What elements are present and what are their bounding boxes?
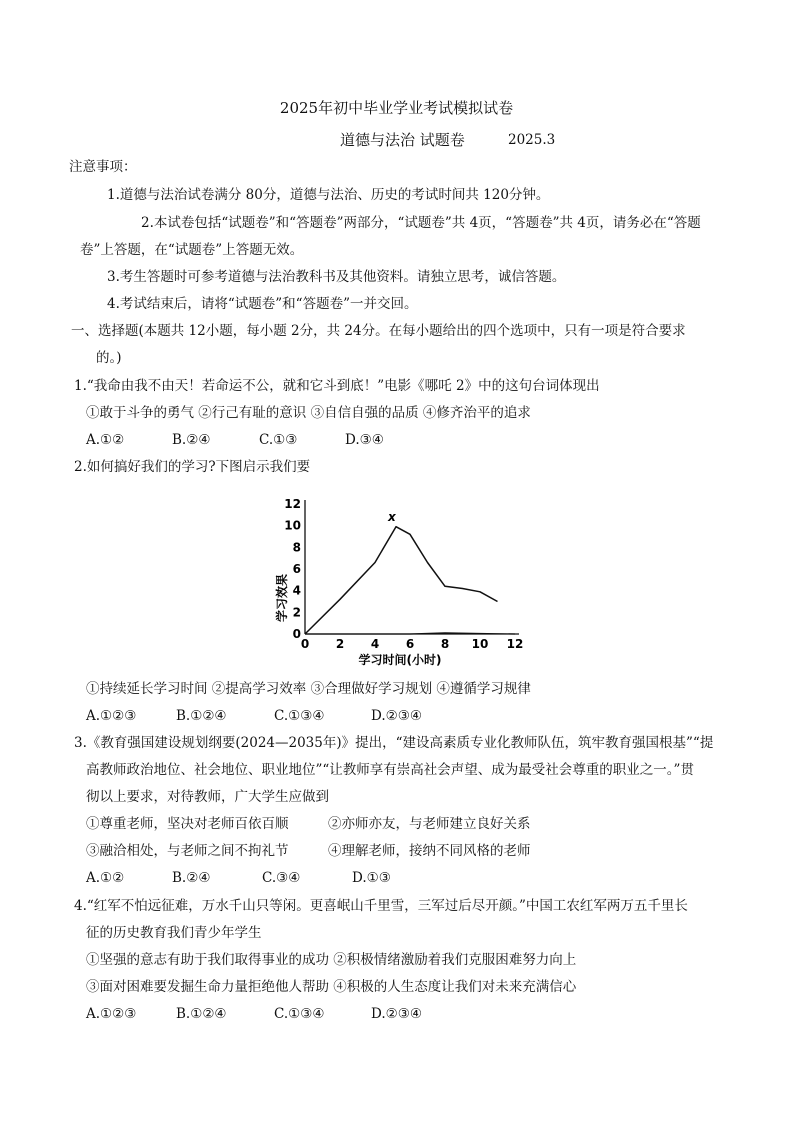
exam-subtitle: 道德与法治 试题卷 [340, 131, 465, 149]
option-b: B.②④ [172, 432, 211, 448]
option-d: D.②③④ [371, 708, 422, 724]
section-heading: 一、选择题(本题共 12小题，每小题 2分，共 24分。在每小题给出的四个选项中，只有一项是符合要求 [71, 323, 686, 339]
option-b: B.①②④ [176, 708, 227, 724]
statement-4: ④理解老师，接纳不同风格的老师 [328, 843, 531, 859]
question-stem: 3.《教育强国建设规划纲要(2024—2035年)》提出，“建设高素质专业化教师队伍，筑牢教育强国根基”“提 [74, 735, 714, 751]
y-axis-label: 学习效果 [275, 573, 289, 623]
question-stem: 4.“红军不怕远征难，万水千山只等闲。更喜岷山千里雪，三军过后尽开颜。”中国工农红军两万五千里长 [74, 898, 688, 914]
option-d: D.②③④ [371, 1006, 422, 1022]
question-stem-cont: 高教师政治地位、社会地位、职业地位”“让教师享有崇高社会声望、成为最受社会尊重的职业之一。”贯 [86, 762, 694, 778]
notice-item: 2.本试卷包括“试题卷”和“答题卷”两部分，“试题卷”共 4页，“答题卷”共 4页，请务必在“答题 [141, 215, 701, 231]
x-axis-label: 学习时间(小时) [358, 653, 442, 667]
notice-item: 卷”上答题，在“试题卷”上答题无效。 [80, 242, 304, 258]
question-stem-cont: 征的历史教育我们青少年学生 [86, 925, 262, 941]
option-b: B.①②④ [176, 1006, 227, 1022]
exam-date: 2025.3 [508, 132, 556, 148]
notice-item: 1.道德与法治试卷满分 80分，道德与法治、历史的考试时间共 120分钟。 [107, 187, 550, 203]
statement-1-2: ①坚强的意志有助于我们取得事业的成功 ②积极情绪激励着我们克服困难努力向上 [86, 952, 577, 968]
notice-item: 3.考生答题时可参考道德与法治教科书及其他资料。请独立思考，诚信答题。 [107, 269, 566, 285]
option-c: C.①③④ [274, 708, 325, 724]
y-tick-label: 10 [284, 518, 301, 533]
y-tick-label: 12 [284, 497, 301, 511]
notice-heading: 注意事项： [69, 159, 137, 175]
option-c: C.①③ [259, 432, 298, 448]
y-tick-label: 6 [292, 562, 301, 576]
option-b: B.②④ [172, 870, 211, 886]
question-stem: 1.“我命由我不由天！若命运不公，就和它斗到底！”电影《哪吒 2》中的这句台词体现出 [74, 378, 600, 394]
option-a: A.①② [86, 432, 125, 448]
statement-1: ①尊重老师，坚决对老师百依百顺 [86, 816, 289, 832]
chart-annotation: x [388, 510, 396, 524]
y-tick-label: 4 [292, 583, 301, 598]
option-c: C.③④ [262, 870, 301, 886]
question-statements: ①敢于斗争的勇气 ②行己有耻的意识 ③自信自强的品质 ④修齐治平的追求 [86, 405, 531, 421]
y-tick-label: 2 [292, 605, 301, 620]
x-tick-label: 8 [440, 637, 450, 651]
x-tick-label: 2 [335, 637, 345, 651]
x-tick-label: 0 [300, 637, 310, 651]
question-stem: 2.如何搞好我们的学习?下图启示我们要 [74, 459, 311, 475]
x-tick-label: 12 [506, 637, 524, 651]
y-tick-label: 8 [292, 540, 301, 555]
y-tick-label: 0 [292, 627, 301, 641]
question-statements: ①持续延长学习时间 ②提高学习效率 ③合理做好学习规划 ④遵循学习规律 [86, 681, 531, 697]
x-tick-label: 4 [370, 637, 380, 651]
option-d: D.③④ [345, 432, 384, 448]
learning-effect-chart [265, 490, 535, 675]
question-stem-cont: 彻以上要求，对待教师，广大学生应做到 [86, 789, 329, 805]
series-line [305, 633, 515, 634]
exam-title: 2025年初中毕业学业考试模拟试卷 [279, 99, 514, 117]
series-line [305, 527, 498, 634]
option-a: A.①② [86, 870, 125, 886]
option-a: A.①②③ [86, 1006, 137, 1022]
statement-2: ②亦师亦友，与老师建立良好关系 [328, 816, 531, 832]
option-d: D.①③ [352, 870, 391, 886]
x-tick-label: 6 [405, 637, 415, 651]
notice-item: 4.考试结束后，请将“试题卷”和“答题卷”一并交回。 [107, 296, 418, 312]
option-a: A.①②③ [86, 708, 137, 724]
statement-3-4: ③面对困难要发掘生命力量拒绝他人帮助 ④积极的人生态度让我们对未来充满信心 [86, 979, 577, 995]
section-heading-cont: 的。) [96, 350, 122, 366]
x-tick-label: 10 [471, 637, 489, 651]
statement-3: ③融洽相处，与老师之间不拘礼节 [86, 843, 289, 859]
option-c: C.①③④ [274, 1006, 325, 1022]
